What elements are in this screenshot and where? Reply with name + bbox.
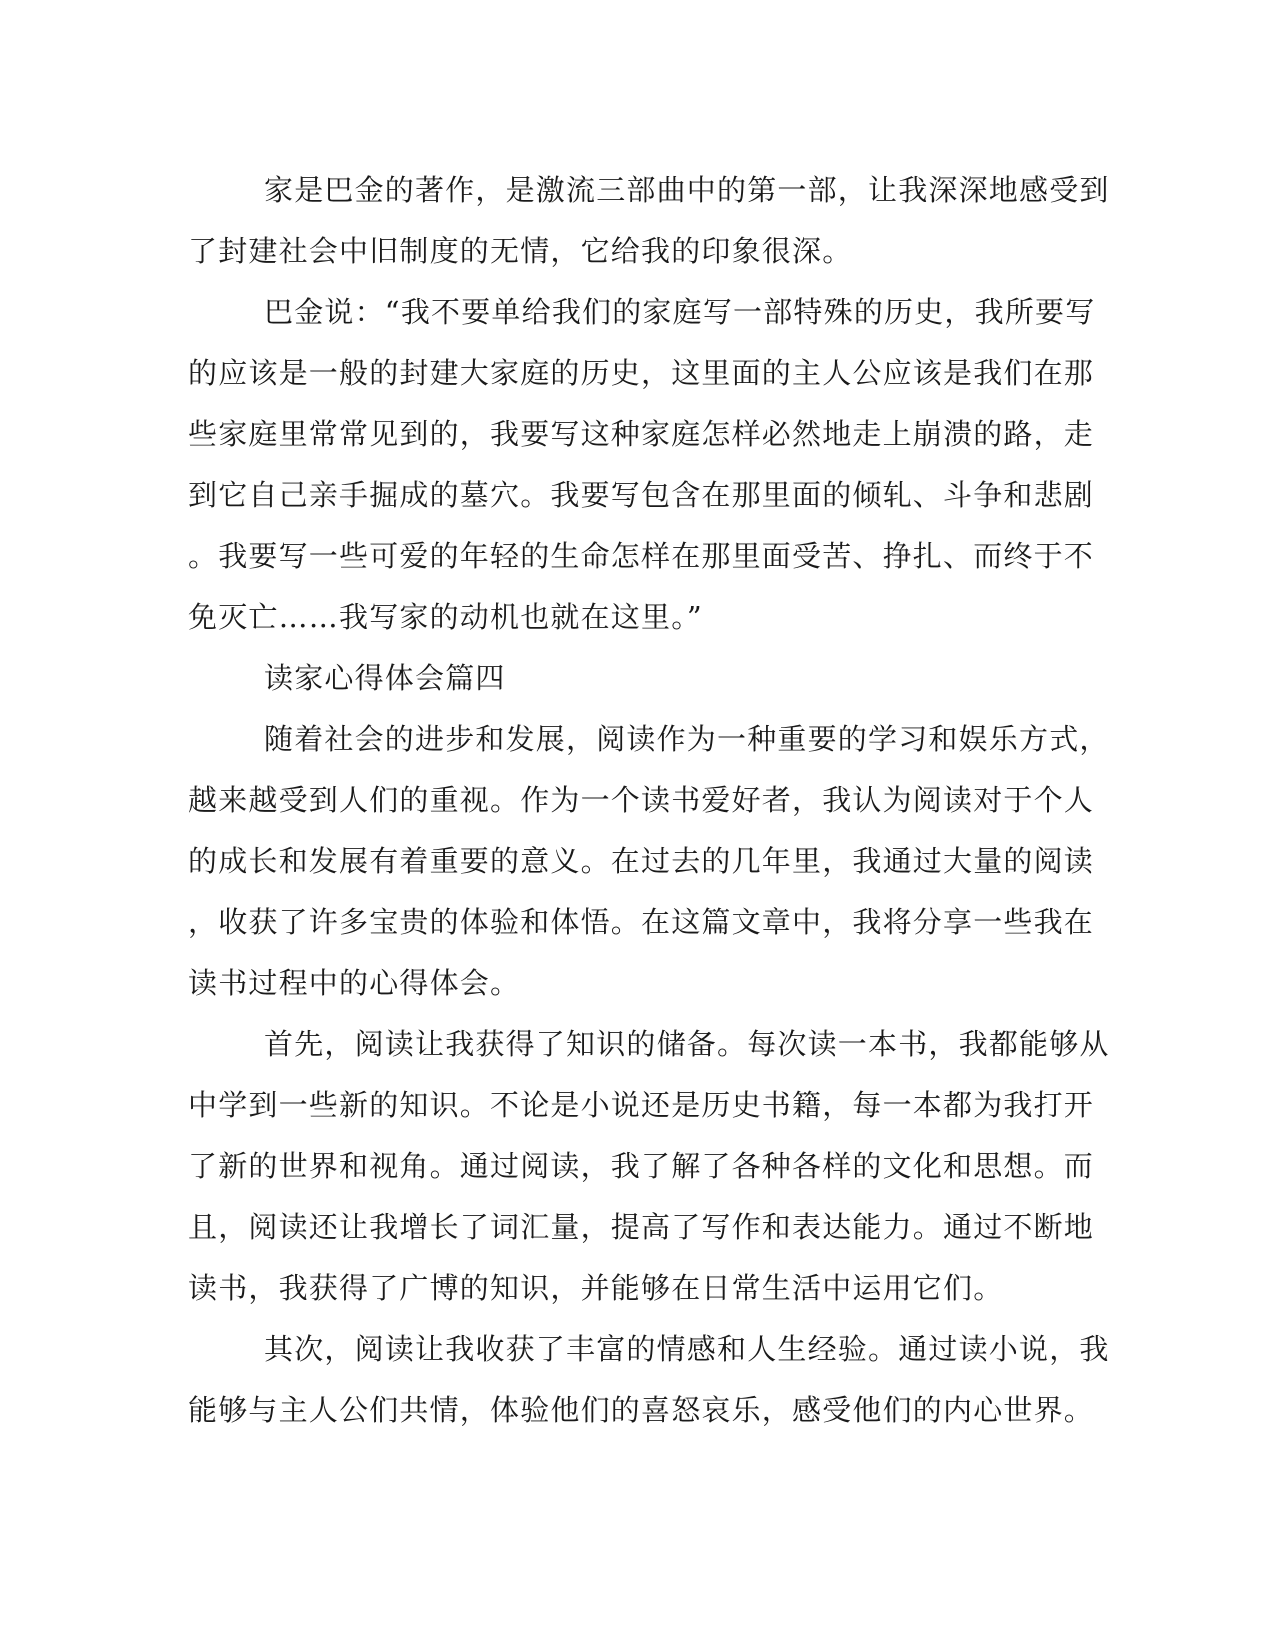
text-line: 其次，阅读让我收获了丰富的情感和人生经验。通过读小说，我	[264, 1332, 1110, 1366]
section-heading	[188, 648, 1072, 709]
text-line: 越来越受到人们的重视。作为一个读书爱好者，我认为阅读对于个人	[188, 783, 1095, 817]
document-body	[188, 160, 1110, 1441]
text-line: 巴金说：“我不要单给我们的家庭写一部特殊的历史，我所要写	[264, 295, 1096, 329]
text-line: 且，阅读还让我增长了词汇量，提高了写作和表达能力。通过不断地	[188, 1210, 1095, 1244]
paragraph	[188, 709, 1110, 1014]
text-line: 了封建社会中旧制度的无情，它给我的印象很深。	[188, 234, 853, 268]
text-line: 些家庭里常常见到的，我要写这种家庭怎样必然地走上崩溃的路，走	[188, 417, 1095, 451]
text-line: 首先，阅读让我获得了知识的储备。每次读一本书，我都能够从	[264, 1027, 1110, 1061]
text-line: 读书，我获得了广博的知识，并能够在日常生活中运用它们。	[188, 1271, 1004, 1305]
paragraph	[188, 282, 1096, 648]
section-heading-text: 读家心得体会篇四	[264, 661, 506, 695]
text-line: 的应该是一般的封建大家庭的历史，这里面的主人公应该是我们在那	[188, 356, 1095, 390]
text-line: 中学到一些新的知识。不论是小说还是历史书籍，每一本都为我打开	[188, 1088, 1095, 1122]
text-line: 的成长和发展有着重要的意义。在过去的几年里，我通过大量的阅读	[188, 844, 1095, 878]
text-line: 能够与主人公们共情，体验他们的喜怒哀乐，感受他们的内心世界。	[188, 1393, 1095, 1427]
text-line: 了新的世界和视角。通过阅读，我了解了各种各样的文化和思想。而	[188, 1149, 1095, 1183]
paragraph	[188, 1014, 1110, 1319]
text-line: 家是巴金的著作，是激流三部曲中的第一部，让我深深地感受到	[264, 173, 1110, 207]
paragraph	[188, 160, 1110, 282]
paragraph	[188, 1319, 1110, 1441]
text-line: 读书过程中的心得体会。	[188, 966, 521, 1000]
text-line: ，收获了许多宝贵的体验和体悟。在这篇文章中，我将分享一些我在	[188, 905, 1095, 939]
text-line: 免灭亡……我写家的动机也就在这里。”	[188, 600, 703, 634]
text-line: 到它自己亲手掘成的墓穴。我要写包含在那里面的倾轧、斗争和悲剧	[188, 478, 1095, 512]
text-line: 。我要写一些可爱的年轻的生命怎样在那里面受苦、挣扎、而终于不	[188, 539, 1095, 573]
text-line: 随着社会的进步和发展，阅读作为一种重要的学习和娱乐方式，	[264, 722, 1110, 756]
